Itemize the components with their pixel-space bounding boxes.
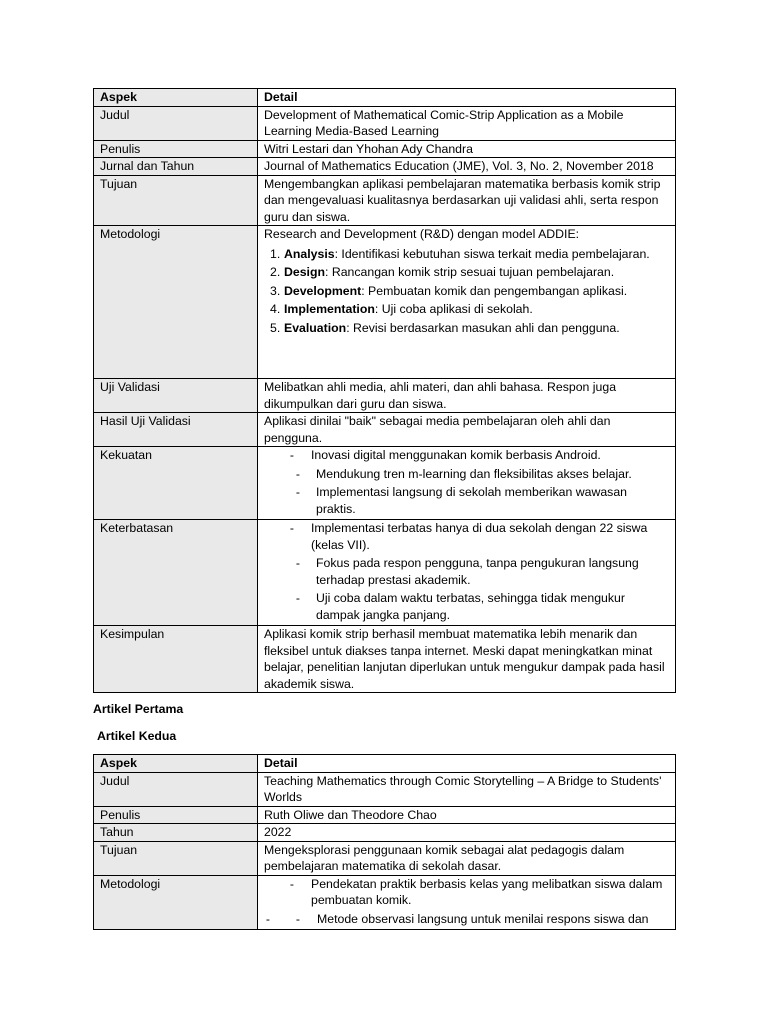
strengths-list [264, 447, 669, 517]
bullet-dash: - [295, 556, 300, 570]
caption-article-2: Artikel Kedua [97, 729, 177, 743]
list-item [258, 876, 669, 909]
row-label: Uji Validasi [94, 379, 258, 413]
row-label: Kesimpulan [94, 626, 258, 693]
list-item-text: Implementasi langsung di sekolah memberikan wawasan praktis. [316, 485, 628, 516]
table-row [94, 875, 676, 930]
list-item [264, 555, 669, 588]
list-item [264, 447, 669, 464]
table-row [94, 841, 676, 875]
bullet-dash: - [295, 591, 300, 605]
list-item [270, 301, 669, 318]
row-value [258, 875, 676, 930]
row-label: Tujuan [94, 841, 258, 875]
step-term: Implementation [284, 302, 375, 316]
row-value: Aplikasi dinilai "baik" sebagai media pembelajaran oleh ahli dan pengguna. [258, 413, 676, 447]
list-item-text: Pendekatan praktik berbasis kelas yang melibatkan siswa dalam pembuatan komik. [311, 876, 663, 907]
table-row [94, 447, 676, 520]
row-value: Teaching Mathematics through Comic Storytelling – A Bridge to Students' Worlds [258, 772, 676, 806]
step-desc: : Revisi berdasarkan masukan ahli dan pengguna. [346, 320, 620, 335]
row-value: Mengeksplorasi penggunaan komik sebagai alat pedagogis dalam pembelajaran matematika di sekolah dasar. [258, 841, 676, 875]
table-row [94, 806, 676, 824]
list-item-text: Uji coba dalam waktu terbatas, sehingga tidak mengukur dampak jangka panjang. [316, 591, 625, 622]
row-label: Jurnal dan Tahun [94, 158, 258, 176]
row-value: Witri Lestari dan Yhohan Ady Chandra [258, 140, 676, 158]
limitations-list [264, 520, 669, 623]
table-row [94, 824, 676, 842]
list-item [264, 520, 669, 553]
table-row [94, 140, 676, 158]
step-term: Development [284, 283, 362, 298]
row-label: Metodologi [94, 226, 258, 379]
header-detail: Detail [258, 89, 676, 107]
table-row [94, 379, 676, 413]
row-label: Judul [94, 772, 258, 806]
step-desc: : Rancangan komik strip sesuai tujuan pembelajaran. [325, 265, 615, 279]
row-label: Kekuatan [94, 447, 258, 520]
table-row [94, 520, 676, 626]
step-number: 1. [270, 246, 281, 261]
list-item [270, 320, 669, 337]
methodology-intro: Research and Development (R&D) dengan model ADDIE: [264, 227, 580, 241]
step-desc: : Pembuatan komik dan pengembangan aplikasi. [361, 283, 628, 298]
article-2-table [93, 754, 676, 930]
header-detail: Detail [258, 755, 676, 773]
row-label: Judul [94, 106, 258, 140]
table-header-row [94, 89, 676, 107]
row-label: Hasil Uji Validasi [94, 413, 258, 447]
row-label: Tahun [94, 824, 258, 842]
row-value: Aplikasi komik strip berhasil membuat matematika lebih menarik dan fleksibel untuk diakses tanpa internet. Meski dapat meningkatkan minat belajar, penelitian lanjutan diperlukan untuk mengukur dampak pada hasil akademik siswa. [258, 626, 676, 693]
row-value: Development of Mathematical Comic-Strip Application as a Mobile Learning Media-Based Learning [258, 106, 676, 140]
table-row [94, 772, 676, 806]
row-label: Penulis [94, 140, 258, 158]
list-item [270, 246, 669, 263]
row-label: Metodologi [94, 875, 258, 930]
table-row [94, 626, 676, 693]
table-row [94, 175, 676, 226]
step-term: Design [284, 265, 325, 279]
step-number: 2. [270, 265, 281, 279]
methodology-list [258, 876, 669, 928]
step-number: 3. [270, 283, 281, 298]
list-item [264, 484, 669, 517]
list-item-text: Fokus pada respon pengguna, tanpa pengukuran langsung terhadap prestasi akademik. [316, 556, 639, 587]
bullet-dash: - [295, 911, 300, 926]
bullet-dash: - [265, 911, 270, 926]
step-desc: : Uji coba aplikasi di sekolah. [374, 302, 533, 316]
header-aspek: Aspek [94, 755, 258, 773]
row-label: Penulis [94, 806, 258, 824]
article-1-table [93, 88, 676, 693]
header-aspek: Aspek [94, 89, 258, 107]
row-value [258, 226, 676, 379]
row-value [258, 520, 676, 626]
step-number: 4. [270, 302, 281, 316]
step-term: Analysis [284, 246, 335, 261]
list-item [264, 590, 669, 623]
list-item [264, 466, 669, 483]
table-row [94, 226, 676, 379]
row-value: Ruth Oliwe dan Theodore Chao [258, 806, 676, 824]
row-value: Mengembangkan aplikasi pembelajaran matematika berbasis komik strip dan mengevaluasi kualitasnya berdasarkan uji validasi ahli, serta respon guru dan siswa. [258, 175, 676, 226]
list-item [258, 911, 669, 928]
row-value: Melibatkan ahli media, ahli materi, dan ahli bahasa. Respon juga dikumpulkan dari guru dan siswa. [258, 379, 676, 413]
table-header-row [94, 755, 676, 773]
bullet-dash: - [295, 466, 300, 481]
row-label: Keterbatasan [94, 520, 258, 626]
list-item-text: Metode observasi langsung untuk menilai respons siswa dan [317, 911, 649, 926]
bullet-dash: - [289, 876, 294, 891]
row-label: Tujuan [94, 175, 258, 226]
addie-steps-list [264, 246, 669, 337]
row-value: Journal of Mathematics Education (JME), Vol. 3, No. 2, November 2018 [258, 158, 676, 176]
list-item-text: Inovasi digital menggunakan komik berbasis Android. [311, 448, 601, 462]
list-item-text: Mendukung tren m-learning dan fleksibilitas akses belajar. [316, 466, 632, 481]
list-item [270, 264, 669, 281]
step-number: 5. [270, 320, 281, 335]
bullet-dash: - [289, 521, 294, 535]
table-row [94, 413, 676, 447]
row-value: 2022 [258, 824, 676, 842]
table-row [94, 106, 676, 140]
step-term: Evaluation [284, 320, 347, 335]
bullet-dash: - [289, 448, 294, 462]
bullet-dash: - [295, 485, 300, 499]
caption-article-1: Artikel Pertama [93, 702, 184, 716]
step-desc: : Identifikasi kebutuhan siswa terkait media pembelajaran. [334, 246, 650, 261]
row-value [258, 447, 676, 520]
list-item [270, 283, 669, 300]
list-item-text: Implementasi terbatas hanya di dua sekolah dengan 22 siswa (kelas VII). [311, 521, 648, 552]
table-row [94, 158, 676, 176]
